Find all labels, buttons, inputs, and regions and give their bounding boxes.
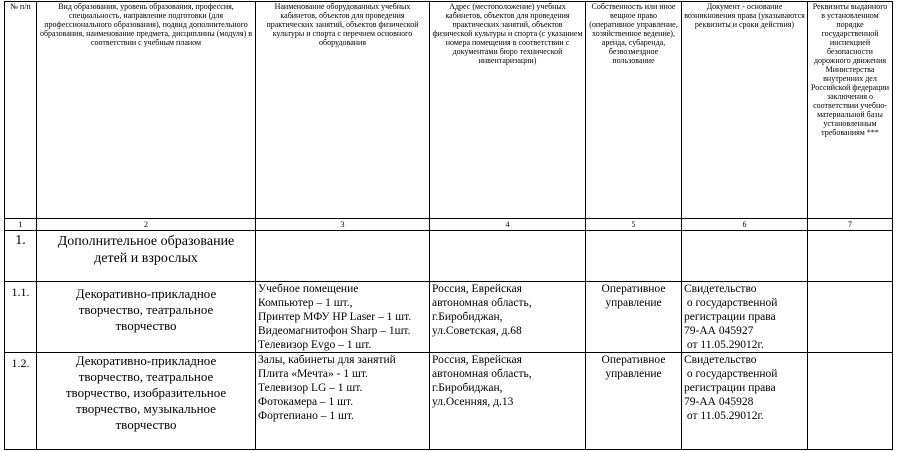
column-number: 1 xyxy=(5,219,37,231)
column-number: 4 xyxy=(430,219,586,231)
gibdd-cell xyxy=(808,231,893,282)
equipment-cell xyxy=(256,353,430,450)
document-line: 79-АА 045927 xyxy=(684,325,754,337)
document-line: регистрации права xyxy=(684,311,776,323)
activity-line: творчество, музыкальное xyxy=(76,401,216,416)
equipment-line: Телевизор LG – 1 шт. xyxy=(258,382,363,394)
column-number-row xyxy=(5,219,893,231)
licensing-table xyxy=(4,1,893,450)
activity-line: творчество, изобразительное xyxy=(65,385,227,400)
activity-cell xyxy=(37,231,256,282)
address-line: ул.Советская, д.68 xyxy=(432,325,522,337)
document-line: от 11.05.29012г. xyxy=(684,339,764,351)
activity-line: творчество, театральное xyxy=(78,369,214,384)
equipment-cell xyxy=(256,282,430,353)
equipment-line: Залы, кабинеты для занятий xyxy=(258,354,396,366)
equipment-cell xyxy=(256,231,430,282)
address-line: Россия, Еврейская xyxy=(432,283,522,295)
document-cell xyxy=(682,282,808,353)
column-number: 2 xyxy=(37,219,256,231)
activity-line: Декоративно-прикладное xyxy=(75,353,217,368)
equipment-line: Компьютер – 1 шт., xyxy=(258,297,353,309)
document-line: 79-АА 045928 xyxy=(684,396,754,408)
address-line: автономная область, xyxy=(432,368,532,380)
header-education-type: Вид образования, уровень образования, профессия, специальность, направление подготовки (для профессионального образования), подвид дополнительного образования, наименование предмета, дисциплины (модуля) в соответствии с учебным планом xyxy=(37,2,256,219)
document-line: Свидетельство xyxy=(684,354,757,366)
address-line: г.Биробиджан, xyxy=(432,382,503,394)
address-line: г.Биробиджан, xyxy=(432,311,503,323)
address-cell xyxy=(430,231,586,282)
header-row xyxy=(5,2,893,219)
activity-cell xyxy=(37,353,256,450)
document-line: Свидетельство xyxy=(684,283,757,295)
document-cell xyxy=(682,231,808,282)
activity-line: Декоративно-прикладное xyxy=(75,286,217,301)
equipment-line: Телевизор Evgo – 1 шт. xyxy=(258,339,372,351)
ownership-line: Оперативное xyxy=(601,354,666,366)
document-line: от 11.05.29012г. xyxy=(684,410,764,422)
header-equipment: Наименование оборудованных учебных кабинетов, объектов для проведения практических занятий, объектов физической культуры и спорта с перечнем основного оборудования xyxy=(256,2,430,219)
activity-line: детей и взрослых xyxy=(94,251,198,266)
activity-line: Дополнительное образование xyxy=(57,234,235,249)
document-line: о государственной xyxy=(684,368,778,380)
table-row xyxy=(5,282,893,353)
header-ownership: Собственность или иное вещное право (оперативное управление, хозяйственное ведение), аренда, субаренда, безвозмездное пользование xyxy=(586,2,682,219)
equipment-line: Фотокамера – 1 шт. xyxy=(258,396,354,408)
column-number: 3 xyxy=(256,219,430,231)
ownership-cell xyxy=(586,353,682,450)
row-index: 1.1. xyxy=(5,282,37,353)
equipment-line: Видеомагнитофон Sharp – 1шт. xyxy=(258,325,411,337)
address-line: ул.Осенняя, д.13 xyxy=(432,396,514,408)
header-gibdd-details: Реквизиты выданного в установленном порядке государственной инспекцией безопасности дорожного движения Министерства внутренних дел Российской федерации заключения о соответствии учебно-материальной базы установленным требованиям *** xyxy=(808,2,893,219)
gibdd-cell xyxy=(808,282,893,353)
document-cell xyxy=(682,353,808,450)
activity-line: творчество, театральное xyxy=(78,302,214,317)
ownership-line: управление xyxy=(605,368,662,380)
header-address: Адрес (местоположение) учебных кабинетов, объектов для проведения практических занятий, объектов физической культуры и спорта (с указанием номера помещения в соответствии с документами бюро технической инвентаризации) xyxy=(430,2,586,219)
header-index: № п/п xyxy=(5,2,37,219)
document-line: регистрации права xyxy=(684,382,776,394)
ownership-cell xyxy=(586,282,682,353)
activity-line: творчество xyxy=(115,318,177,333)
equipment-line: Фортепиано – 1 шт. xyxy=(258,410,354,422)
equipment-line: Учебное помещение xyxy=(258,283,359,295)
activity-cell xyxy=(37,282,256,353)
equipment-line: Принтер МФУ HP Laser – 1 шт. xyxy=(258,311,412,323)
address-cell xyxy=(430,282,586,353)
gibdd-cell xyxy=(808,353,893,450)
row-index: 1.2. xyxy=(5,353,37,450)
equipment-line: Плита «Мечта» - 1 шт. xyxy=(258,368,368,380)
address-line: автономная область, xyxy=(432,297,532,309)
row-index: 1. xyxy=(5,231,37,282)
table-row xyxy=(5,231,893,282)
address-line: Россия, Еврейская xyxy=(432,354,522,366)
document-line: о государственной xyxy=(684,297,778,309)
ownership-cell xyxy=(586,231,682,282)
column-number: 7 xyxy=(808,219,893,231)
ownership-line: Оперативное xyxy=(601,283,666,295)
column-number: 6 xyxy=(682,219,808,231)
column-number: 5 xyxy=(586,219,682,231)
table-row xyxy=(5,353,893,450)
header-document: Документ - основание возникновения права (указываются реквизиты и сроки действия) xyxy=(682,2,808,219)
address-cell xyxy=(430,353,586,450)
ownership-line: управление xyxy=(605,297,662,309)
activity-line: творчество xyxy=(115,417,177,432)
